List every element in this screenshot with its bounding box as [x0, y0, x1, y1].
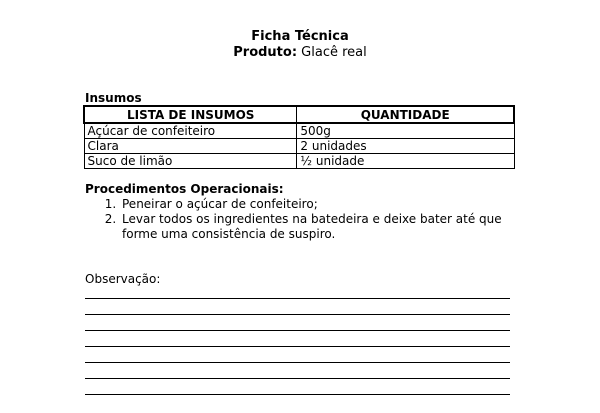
insumo-quantity: 2 unidades — [297, 139, 514, 154]
observacao-blank-line — [85, 346, 510, 347]
procedure-steps-list — [85, 197, 520, 242]
procedimentos-heading: Procedimentos Operacionais: — [85, 182, 284, 196]
list-item: 2. Levar todos os ingredientes na batedeira e deixe bater até que forme uma consistência de suspiro. — [120, 212, 520, 242]
observacao-blank-line — [85, 362, 510, 363]
table-row — [84, 139, 514, 154]
insumo-quantity: ½ unidade — [297, 154, 514, 169]
list-item: 1. Peneirar o açúcar de confeiteiro; — [120, 197, 520, 212]
insumo-quantity: 500g — [297, 123, 514, 139]
insumos-table — [83, 105, 515, 169]
document-title: Ficha Técnica — [251, 29, 349, 44]
product-label: Produto: — [233, 45, 298, 60]
observacao-blank-line — [85, 330, 510, 331]
observacao-blank-line — [85, 394, 510, 395]
insumo-name: Suco de limão — [84, 154, 297, 169]
observacao-lines — [85, 298, 510, 410]
product-line — [0, 45, 600, 61]
observacao-label: Observação: — [85, 272, 161, 286]
insumo-name: Clara — [84, 139, 297, 154]
observacao-blank-line — [85, 314, 510, 315]
table-row — [84, 123, 514, 139]
insumos-heading: Insumos — [85, 91, 142, 105]
table-header-row — [84, 106, 514, 123]
table-row — [84, 154, 514, 169]
insumo-name: Açúcar de confeiteiro — [84, 123, 297, 139]
observacao-blank-line — [85, 378, 510, 379]
column-header-insumos: LISTA DE INSUMOS — [84, 106, 297, 123]
column-header-quantidade: QUANTIDADE — [297, 106, 514, 123]
product-name: Glacê real — [301, 45, 367, 60]
observacao-blank-line — [85, 298, 510, 299]
